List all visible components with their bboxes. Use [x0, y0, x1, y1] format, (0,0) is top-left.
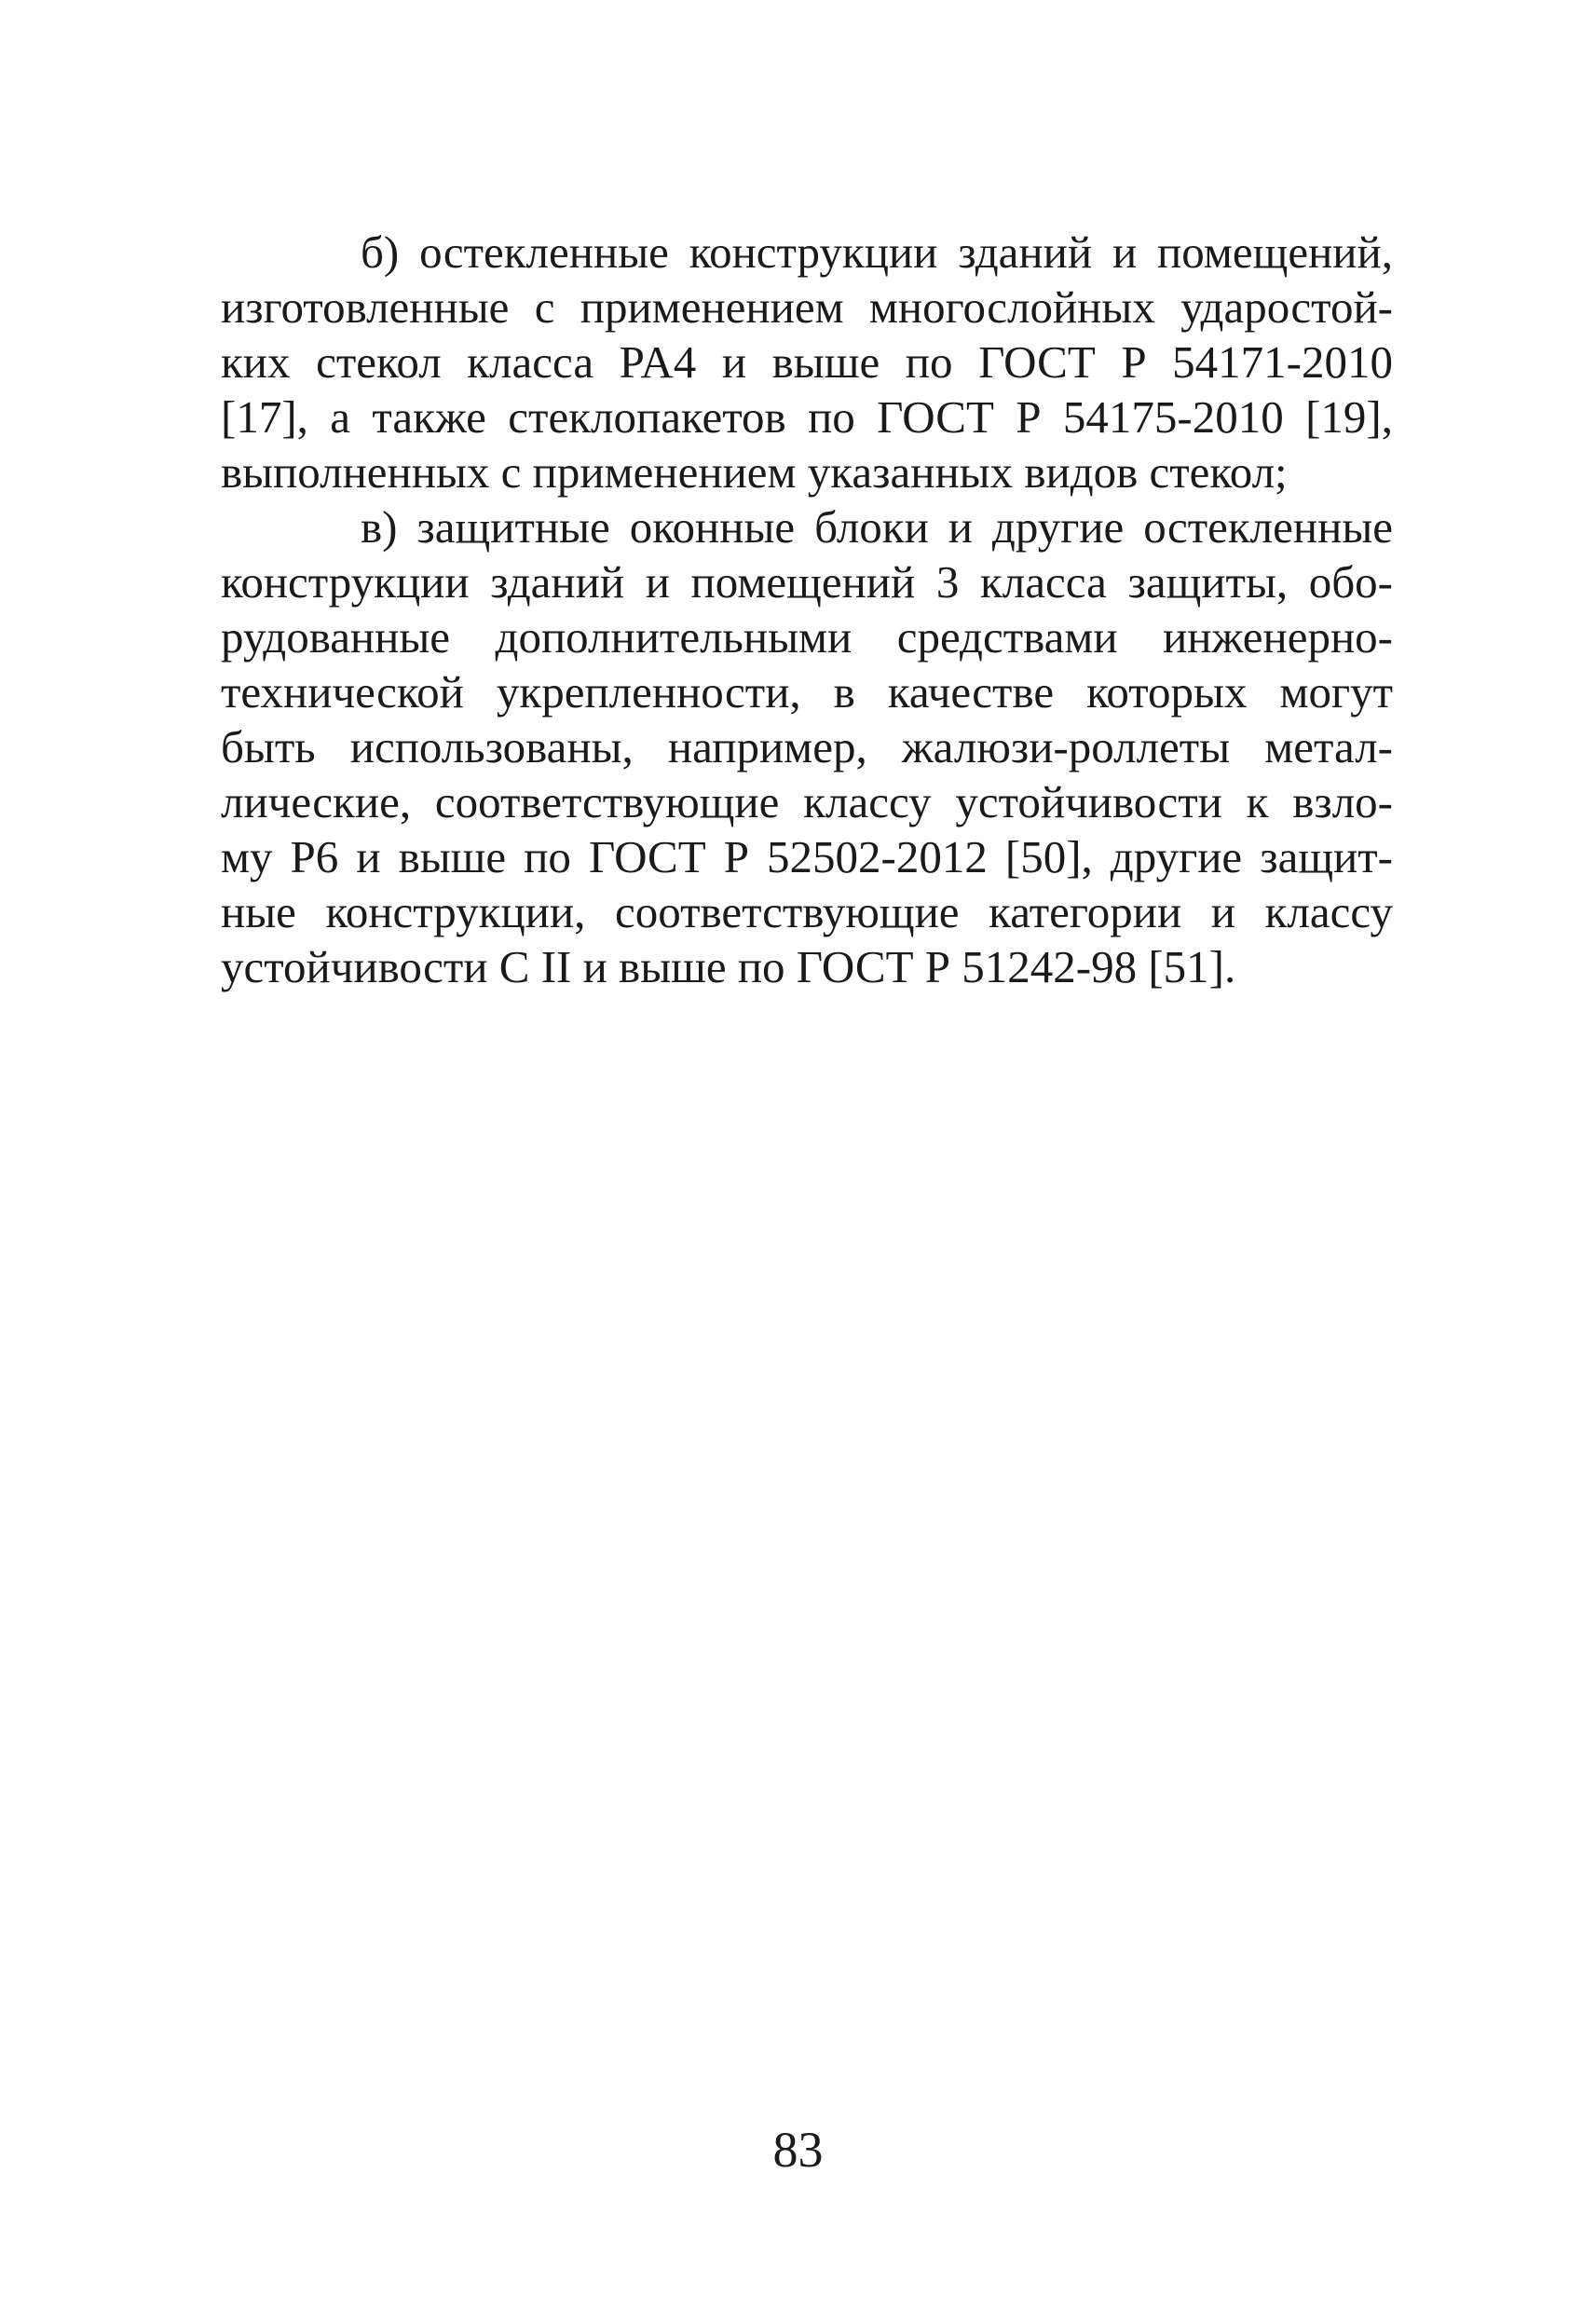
paragraph-line: быть использованы, например, жалюзи-роллеты метал- [221, 721, 1393, 772]
paragraph-b [221, 225, 1393, 499]
paragraph-v [221, 499, 1393, 994]
body-text [221, 225, 1393, 994]
paragraph-line: б) остекленные конструкции зданий и помещений, [361, 226, 1393, 278]
paragraph-line: изготовленные с применением многослойных ударостой- [221, 281, 1393, 333]
page-number: 83 [772, 2122, 824, 2178]
paragraph-line: в) защитные оконные блоки и другие остекленные [361, 501, 1393, 553]
paragraph-line: рудованные дополнительными средствами инженерно- [221, 611, 1393, 663]
paragraph-line: [17], а также стеклопакетов по ГОСТ Р 54175-2010 [19], [221, 391, 1393, 443]
paragraph-line: ких стекол класса PA4 и выше по ГОСТ Р 54171-2010 [221, 336, 1393, 388]
paragraph-line: технической укрепленности, в качестве которых могут [221, 666, 1393, 718]
paragraph-line: лические, соответствующие классу устойчивости к взло- [221, 776, 1393, 827]
paragraph-line: устойчивости С II и выше по ГОСТ Р 51242-98 [51]. [221, 941, 1236, 992]
paragraph-line: ные конструкции, соответствующие категории и классу [221, 886, 1393, 937]
paragraph-line: му Р6 и выше по ГОСТ Р 52502-2012 [50], другие защит- [221, 831, 1393, 882]
paragraph-line: конструкции зданий и помещений 3 класса защиты, обо- [221, 556, 1393, 608]
paragraph-line: выполненных с применением указанных видов стекол; [221, 446, 1288, 498]
